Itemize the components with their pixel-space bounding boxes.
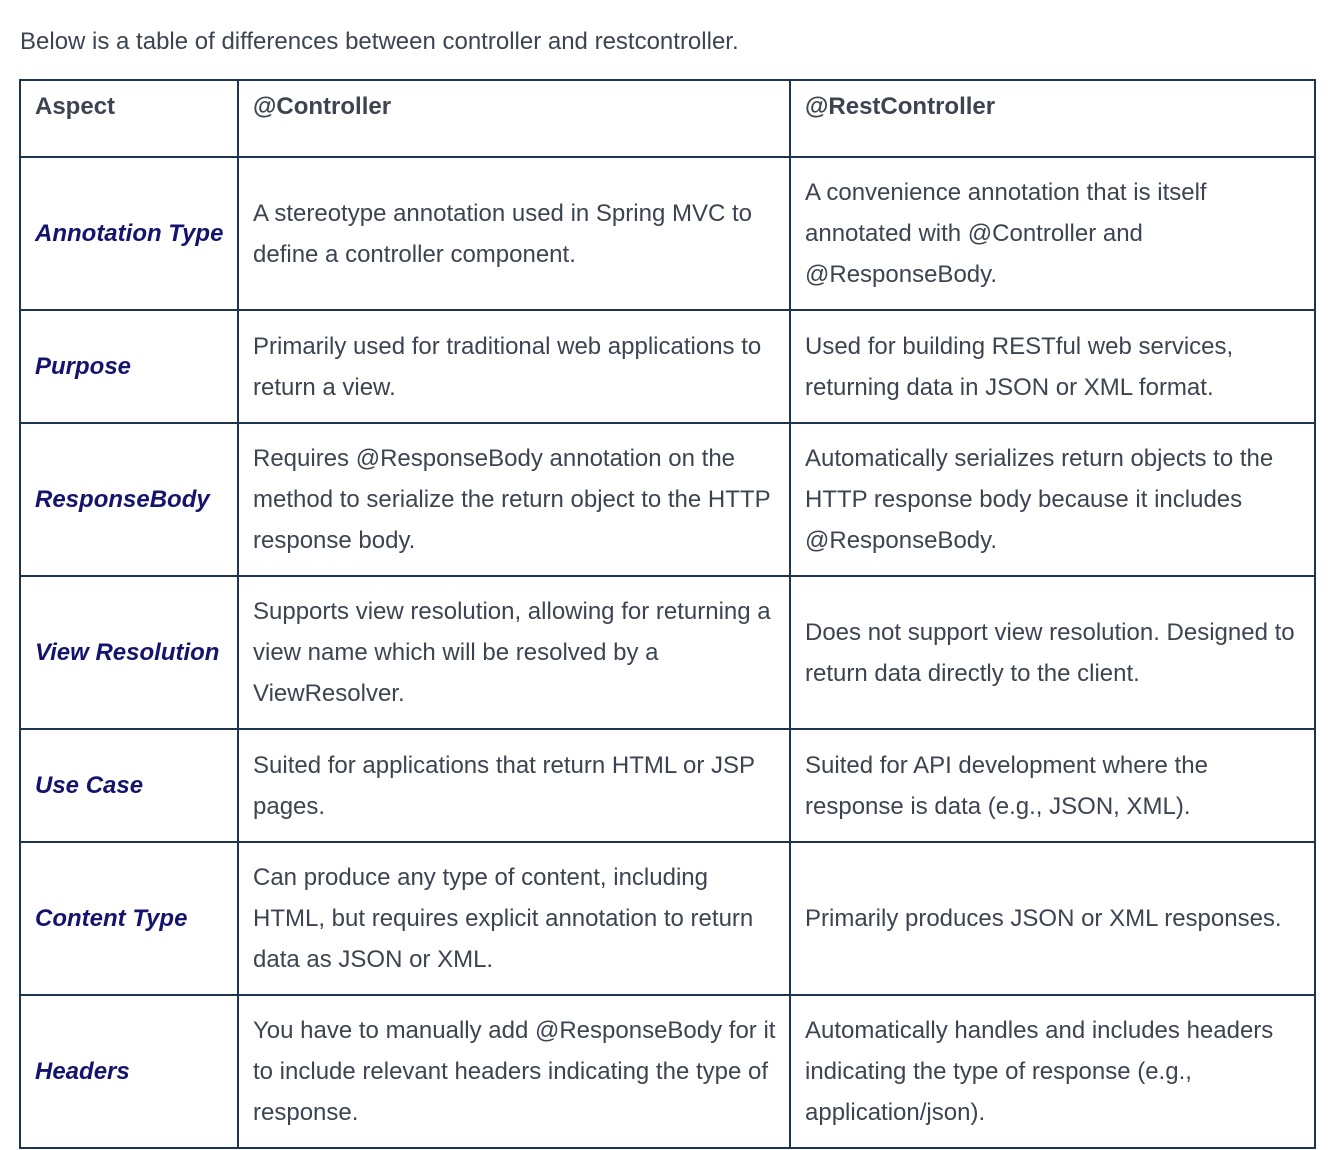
controller-cell: A stereotype annotation used in Spring MVC to define a controller component. bbox=[238, 157, 790, 310]
aspect-cell: Use Case bbox=[20, 729, 238, 842]
controller-cell: Supports view resolution, allowing for returning a view name which will be resolved by a ViewResolver. bbox=[238, 576, 790, 729]
controller-cell: Primarily used for traditional web applications to return a view. bbox=[238, 310, 790, 423]
restcontroller-cell: Automatically handles and includes headers indicating the type of response (e.g., application/json). bbox=[790, 995, 1315, 1148]
comparison-table bbox=[19, 79, 1316, 1149]
table-row bbox=[20, 576, 1315, 729]
table-body bbox=[20, 157, 1315, 1148]
controller-cell: Requires @ResponseBody annotation on the method to serialize the return object to the HTTP response body. bbox=[238, 423, 790, 576]
table-row bbox=[20, 842, 1315, 995]
table-header bbox=[20, 80, 1315, 157]
table-row bbox=[20, 157, 1315, 310]
restcontroller-cell: Does not support view resolution. Designed to return data directly to the client. bbox=[790, 576, 1315, 729]
header-row bbox=[20, 80, 1315, 157]
restcontroller-cell: A convenience annotation that is itself annotated with @Controller and @ResponseBody. bbox=[790, 157, 1315, 310]
aspect-cell: ResponseBody bbox=[20, 423, 238, 576]
table-row bbox=[20, 423, 1315, 576]
header-restcontroller: @RestController bbox=[790, 80, 1315, 157]
table-row bbox=[20, 729, 1315, 842]
aspect-cell: Annotation Type bbox=[20, 157, 238, 310]
table-row bbox=[20, 310, 1315, 423]
restcontroller-cell: Primarily produces JSON or XML responses. bbox=[790, 842, 1315, 995]
restcontroller-cell: Used for building RESTful web services, returning data in JSON or XML format. bbox=[790, 310, 1315, 423]
controller-cell: You have to manually add @ResponseBody for it to include relevant headers indicating the type of response. bbox=[238, 995, 790, 1148]
controller-cell: Can produce any type of content, including HTML, but requires explicit annotation to return data as JSON or XML. bbox=[238, 842, 790, 995]
aspect-cell: Content Type bbox=[20, 842, 238, 995]
intro-text: Below is a table of differences between controller and restcontroller. bbox=[20, 28, 739, 55]
header-controller: @Controller bbox=[238, 80, 790, 157]
aspect-cell: Purpose bbox=[20, 310, 238, 423]
aspect-cell: View Resolution bbox=[20, 576, 238, 729]
restcontroller-cell: Suited for API development where the response is data (e.g., JSON, XML). bbox=[790, 729, 1315, 842]
aspect-cell: Headers bbox=[20, 995, 238, 1148]
table-row bbox=[20, 995, 1315, 1148]
controller-cell: Suited for applications that return HTML or JSP pages. bbox=[238, 729, 790, 842]
restcontroller-cell: Automatically serializes return objects to the HTTP response body because it includes @ResponseBody. bbox=[790, 423, 1315, 576]
header-aspect: Aspect bbox=[20, 80, 238, 157]
